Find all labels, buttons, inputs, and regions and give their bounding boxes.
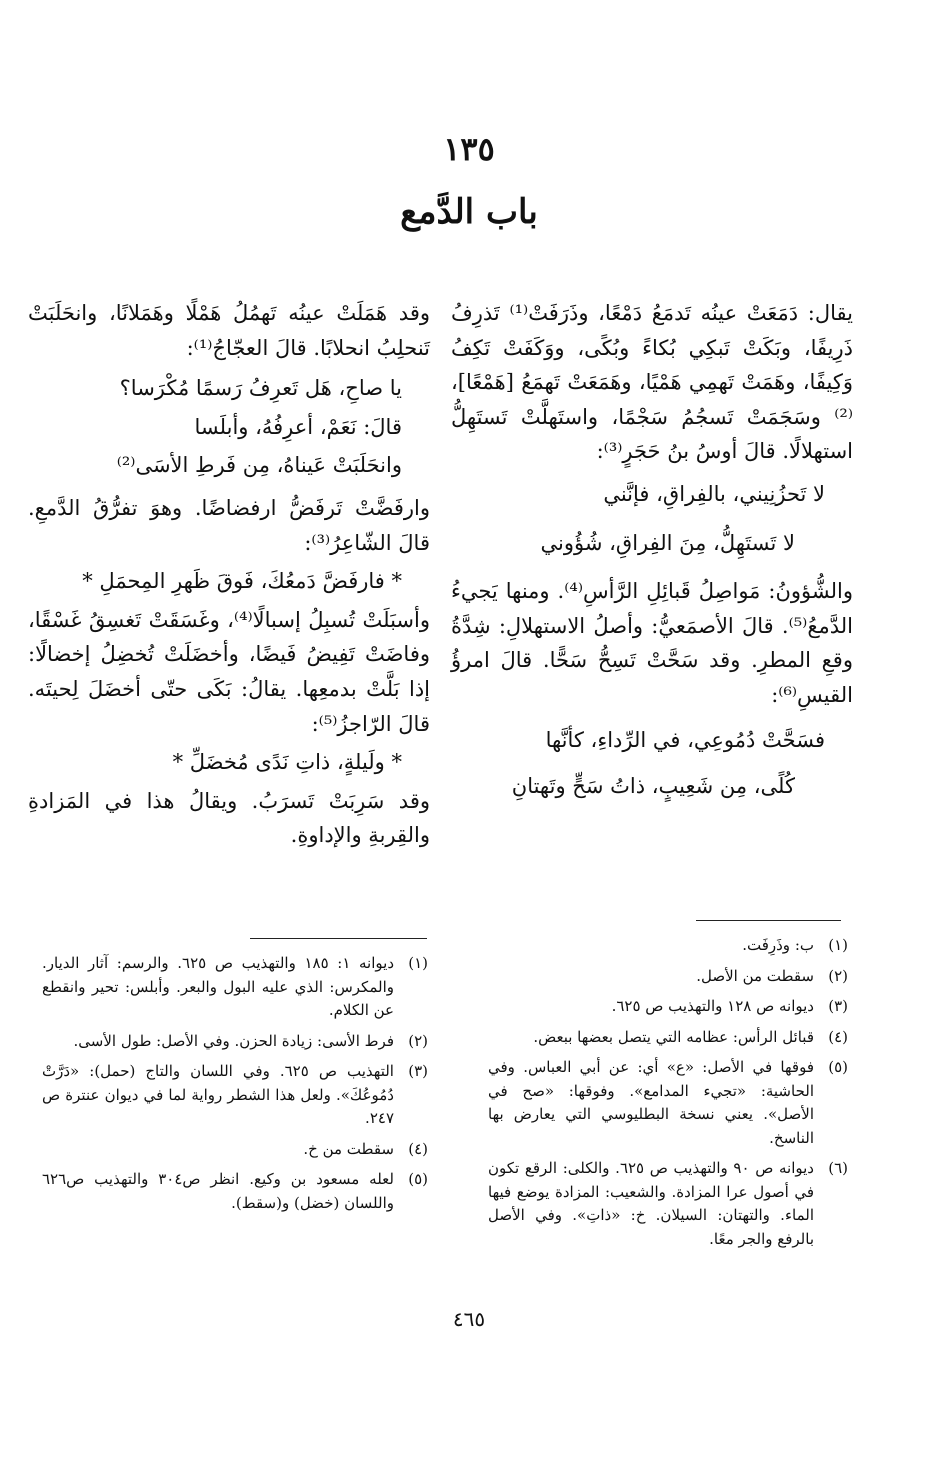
- footnote-number: (١): [408, 954, 428, 972]
- verse-line: فسَحَّتْ دُمُوعِي، في الرِّداءِ، كأنَّها: [545, 727, 825, 752]
- footnote: [42, 1168, 428, 1215]
- body-paragraph: والشُّؤونُ: مَواصِلُ قَبائِلِ الرَّأسِ⁽⁴⁾. ومنها يَجيءُ الدَّمعُ⁽⁵⁾. قالَ الأصمَعيُّ: وأصلُ الاستهلالِ: شِدَّةُ وقعِ المطرِ. وقد سَحَّتْ تَسِحُّ سَحًّا. قالَ امرؤُ القيسِ⁽⁶⁾:: [451, 579, 853, 707]
- verse-line: كُلًى، مِن شَعِيبٍ، ذاتُ سَحٍّ وتَهتانِ: [511, 774, 795, 799]
- footnote: [42, 1138, 428, 1162]
- footnote-number: (٤): [408, 1139, 428, 1158]
- body-paragraph: وقد سَرِبَتْ تَسرَبُ. ويقالُ هذا في المَزادةِ والقِربةِ والإداوةِ.: [28, 788, 430, 848]
- footnote-text: ديوانه ص ١٢٨ والتهذيب ص ٦٢٥.: [611, 997, 814, 1015]
- footnote-number: (٢): [828, 966, 848, 985]
- footnote-text: لعله مسعود بن وكيع. انظر ص٣٠٤ والتهذيب ص٦٢٦ واللسان (خضل) و(سقط).: [42, 1170, 394, 1212]
- footnote: [488, 1157, 848, 1251]
- footnote: [488, 1026, 848, 1050]
- footnote-text: فوقها في الأصل: «ع» أي: عن أبي العباس. وفي الحاشية: «تجيء المدامع». وفوقها: «صح في الأصل». يعني نسخة البطليوسي التي يعارض بها الناسخ.: [488, 1058, 814, 1147]
- footnote-separator: [696, 920, 841, 921]
- body-paragraph: وارفَضَّتْ تَرفَضُّ ارفضاضًا. وهوَ تفرُّقُ الدَّمعِ. قالَ الشّاعِرُ⁽³⁾:: [28, 495, 430, 555]
- body-paragraph: وأسبَلَتْ تُسبِلُ إسبالًا⁽⁴⁾، وغَسَقَتْ تَغسِقُ غَسْقًا، وفاضَتْ تَفِيضُ فَيضًا، وأخضَلَتْ تُخضِلُ إخضالًا: إذا بَلَّتْ بدمعِها. يقالُ: بَكَى حتّى أخضَلَ لِحيتَه. قالَ الرّاجزُ⁽⁵⁾:: [28, 607, 430, 736]
- footnote: [488, 1056, 848, 1150]
- footnote-text: سقطت من الأصل.: [696, 966, 814, 985]
- footnote: [488, 965, 848, 989]
- footnote: [488, 995, 848, 1019]
- left-text-column: [28, 296, 430, 853]
- footnote: [42, 1030, 428, 1054]
- footnote-text: ديوانه ص ٩٠ والتهذيب ص ٦٢٥. والكلى: الرقع تكون في أصول عرا المزادة. والشعيب: المزادة يوضع فيها الماء. والتهتان: السيلان. خ: «ذاتِ». وفي الأصل بالرفع والجر معًا.: [488, 1159, 814, 1248]
- footnote-text: قبائل الرأس: عظامه التي يتصل بعضها ببعض.: [533, 1027, 814, 1046]
- footnote-text: ب: وذَرِفَت.: [742, 936, 814, 954]
- footnote: [488, 934, 848, 958]
- right-text-column: [451, 296, 853, 804]
- footnote: [42, 1060, 428, 1131]
- body-paragraph: وقد هَمَلَتْ عينُه تَهمُلُ هَمْلًا وهَمَلانًا، وانحَلَبَتْ تَنحلِبُ انحلابًا. قالَ العجّاجُ⁽¹⁾:: [28, 301, 430, 360]
- verse-line: لا تَحزُنِيني، بالفِراقِ، فإنَّني: [603, 481, 825, 506]
- verse-line: * ولَيلةٍ، ذاتِ نَدًى مُخضَلِّ *: [172, 750, 402, 775]
- verse-line: يا صاحِ، هَل تَعرِفُ رَسمًا مُكْرَسا؟: [119, 376, 402, 401]
- footnote-number: (٣): [408, 1062, 428, 1080]
- footnote-number: (٥): [408, 1170, 428, 1188]
- footnote-text: ديوانه ١: ١٨٥ والتهذيب ص ٦٢٥. والرسم: آثار الديار. والمكرس: الذي عليه البول والبعر. وأبلس: تحير وانقطع عن الكلام.: [42, 954, 394, 1019]
- footnote-text: التهذيب ص ٦٢٥. وفي اللسان والتاج (حمل): «دَرَّتْ دُمُوعُكَ». ولعل هذا الشطر رواية لما في ديوان عنترة ص ٢٤٧.: [42, 1062, 394, 1127]
- verse-line: * فارفَضَّ دَمعُكَ، فَوقَ ظَهرِ المِحمَلِ *: [82, 569, 402, 594]
- footnote-number: (٦): [828, 1159, 848, 1177]
- footnotes-right: [488, 934, 848, 1258]
- footnote-separator: [250, 938, 427, 939]
- footnote-number: (٣): [828, 997, 848, 1015]
- footnote-text: سقطت من خ.: [303, 1139, 394, 1158]
- chapter-title: باب الدَّمع: [400, 192, 538, 232]
- footnote-text: فرط الأسى: زيادة الحزن. وفي الأصل: طول الأسى.: [73, 1031, 394, 1050]
- footnote-number: (٢): [408, 1031, 428, 1050]
- verse-line: لا تَستَهِلُّ، مِنَ الفِراقِ، شُؤُوني: [540, 530, 795, 555]
- verse-line: قالَ: نَعَمْ، أعرِفُهُ، وأبلَسا: [194, 414, 402, 439]
- chapter-number: ١٣٥: [443, 130, 495, 168]
- page-number: ٤٦٥: [452, 1307, 486, 1331]
- body-paragraph: يقال: دَمَعَتْ عينُه تَدمَعُ دَمْعًا، وذَرَفَتْ⁽¹⁾ تَذرِفُ ذَرِيفًا، وبَكَتْ تَبكِي بُكاءً وبُكًى، ووَكَفَتْ تَكِفُ وَكِيفًا، وهَمَتْ تَهمِي هَمْيًا، وهَمَعَتْ تَهمَعُ [هَمْعًا]،⁽²⁾ وسَجَمَتْ تَسجُمُ سَجْمًا، واستَهلَّتْ تَستَهِلُّ استهلالًا. قالَ أوسُ بنُ حَجَرٍ⁽³⁾:: [451, 301, 853, 464]
- verse-line: وانحَلَبَتْ عَيناهُ، مِن فَرطِ الأسَى⁽²⁾: [116, 453, 402, 478]
- footnote-number: (٥): [828, 1058, 848, 1076]
- footnote-number: (٤): [828, 1027, 848, 1046]
- footnote: [42, 952, 428, 1023]
- footnote-number: (١): [828, 936, 848, 954]
- footnotes-left: [42, 952, 428, 1222]
